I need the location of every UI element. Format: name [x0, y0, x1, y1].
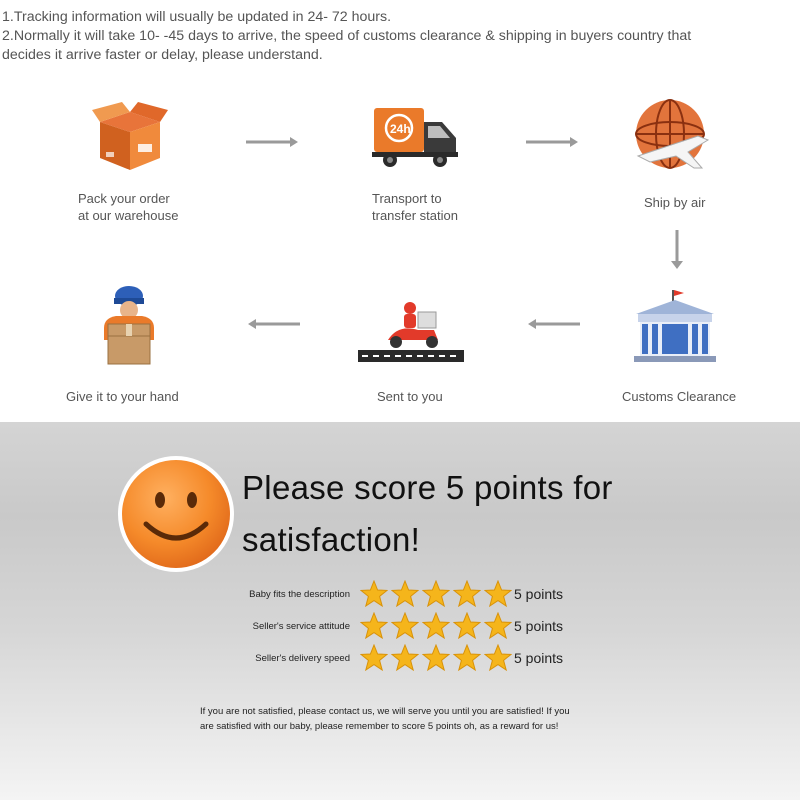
rating-row-label: Seller's service attitude — [252, 621, 350, 632]
step-air-label: Ship by air — [644, 195, 706, 210]
step-transport-label — [372, 190, 458, 224]
arrow-right-icon — [246, 136, 298, 148]
globe-airplane-icon — [628, 96, 712, 179]
scooter-courier-icon — [358, 296, 464, 367]
star-icon — [453, 612, 481, 639]
star-icon — [360, 644, 388, 671]
rating-row-points: 5 points — [514, 650, 564, 666]
step-sent-label: Sent to you — [377, 389, 443, 404]
star-rating — [360, 644, 512, 671]
step-transport-label-line1: Transport to — [372, 191, 442, 206]
star-icon — [422, 580, 450, 607]
shipping-notes — [2, 8, 798, 65]
star-rating — [360, 612, 512, 639]
rating-row — [0, 644, 800, 672]
rating-headline — [242, 462, 613, 566]
step-transport-label-line2: transfer station — [372, 208, 458, 223]
rating-row-points: 5 points — [514, 618, 564, 634]
courier-holding-box-icon — [98, 284, 160, 371]
rating-row-label: Baby fits the description — [249, 589, 350, 600]
star-icon — [360, 580, 388, 607]
smiley-face-icon — [116, 452, 236, 581]
star-icon — [422, 612, 450, 639]
star-icon — [391, 644, 419, 671]
note-line-1: 1.Tracking information will usually be updated in 24- 72 hours. — [2, 9, 392, 25]
step-pack-label-line2: at our warehouse — [78, 208, 179, 223]
satisfaction-footer — [200, 704, 600, 734]
star-icon — [453, 580, 481, 607]
arrow-left-icon — [528, 318, 580, 330]
arrow-down-icon — [670, 230, 684, 270]
step-customs-label: Customs Clearance — [622, 389, 737, 404]
star-rating — [360, 580, 512, 607]
step-pack-label-line1: Pack your order — [78, 191, 170, 206]
step-give-label: Give it to your hand — [66, 389, 179, 404]
footer-line-1: If you are not satisfied, please contact us, we will serve you until you are satisfied! If you — [200, 706, 570, 717]
delivery-truck-24h-icon — [372, 106, 458, 173]
step-pack-label — [78, 190, 178, 224]
headline-line-2: satisfaction! — [242, 521, 421, 558]
note-line-3: decides it arrive faster or delay, please understand. — [2, 47, 323, 63]
star-icon — [484, 580, 512, 607]
rating-row — [0, 580, 800, 608]
star-icon — [484, 612, 512, 639]
arrow-right-icon — [526, 136, 578, 148]
rating-row-label: Seller's delivery speed — [255, 653, 350, 664]
star-icon — [391, 580, 419, 607]
star-icon — [453, 644, 481, 671]
package-box-icon — [92, 100, 168, 177]
note-line-2: 2.Normally it will take 10- -45 days to arrive, the speed of customs clearance & shipping in buyers country that — [2, 28, 692, 44]
footer-line-2: are satisfied with our baby, please remember to score 5 points oh, as a reward for us! — [200, 721, 559, 732]
rating-row — [0, 612, 800, 640]
headline-line-1: Please score 5 points for — [242, 469, 613, 506]
rating-row-points: 5 points — [514, 586, 564, 602]
star-icon — [422, 644, 450, 671]
svg-text:24h: 24h — [390, 122, 411, 136]
star-icon — [360, 612, 388, 639]
star-icon — [484, 644, 512, 671]
arrow-left-icon — [248, 318, 300, 330]
star-icon — [391, 612, 419, 639]
customs-building-icon — [632, 290, 718, 371]
